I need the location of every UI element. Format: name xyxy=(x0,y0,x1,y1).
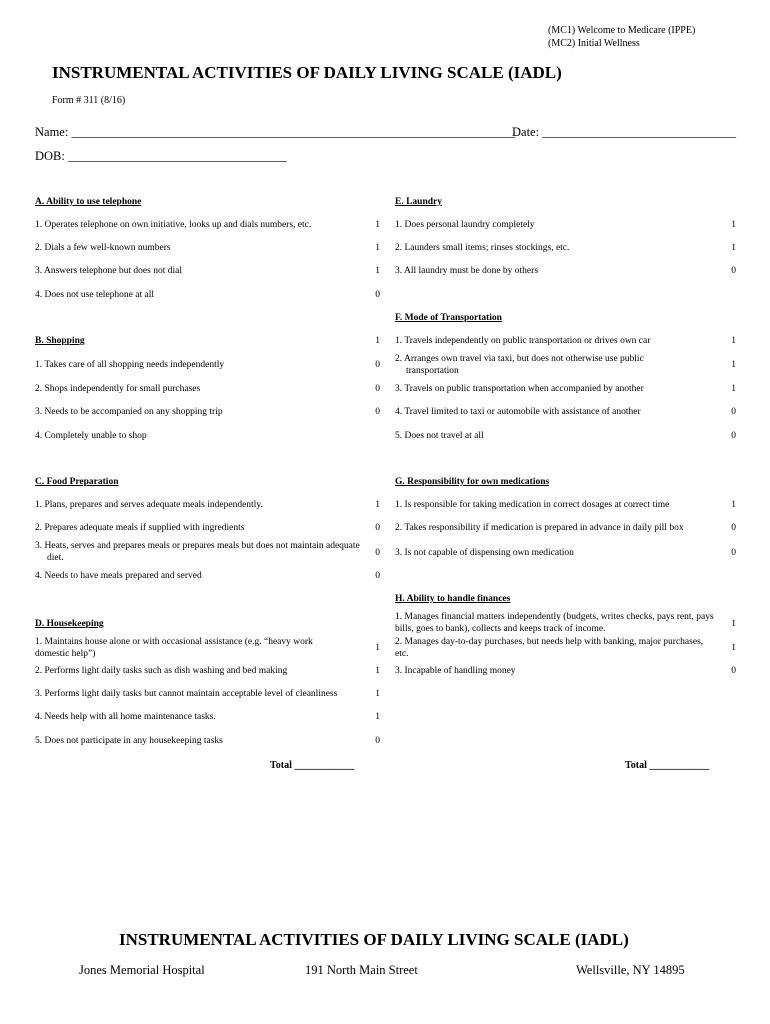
section-d-score-1: 1 xyxy=(375,643,380,653)
section-d-score-3: 1 xyxy=(375,689,380,699)
section-b-title: B. Shopping xyxy=(35,336,85,346)
total-left[interactable]: Total ____________ xyxy=(270,760,355,771)
section-e-item-1: 1. Does personal laundry completely xyxy=(395,220,535,230)
footer-street: 191 North Main Street xyxy=(305,963,418,977)
section-f-score-1: 1 xyxy=(731,336,736,346)
page-title: INSTRUMENTAL ACTIVITIES OF DAILY LIVING SCALE (IADL) xyxy=(52,63,562,82)
section-f-score-2: 1 xyxy=(731,360,736,370)
section-a-score-2: 1 xyxy=(375,243,380,253)
total-right[interactable]: Total ____________ xyxy=(625,760,710,771)
section-h-item-3: 3. Incapable of handling money xyxy=(395,666,516,676)
section-f-item-3: 3. Travels on public transportation when accompanied by another xyxy=(395,384,644,394)
name-field[interactable]: Name: _______________________________________________________________________ xyxy=(35,125,516,139)
footer-hospital: Jones Memorial Hospital xyxy=(79,963,205,977)
section-c-item-1: 1. Plans, prepares and serves adequate meals independently. xyxy=(35,500,263,510)
section-c-score-3: 0 xyxy=(375,548,380,558)
section-d-score-2: 1 xyxy=(375,666,380,676)
form-number: Form # 311 (8/16) xyxy=(52,95,126,106)
section-g-score-2: 0 xyxy=(731,523,736,533)
section-e-score-3: 0 xyxy=(731,266,736,276)
section-g-item-3: 3. Is not capable of dispensing own medication xyxy=(395,548,574,558)
section-d-item-5: 5. Does not participate in any housekeeping tasks xyxy=(35,736,223,746)
section-h-score-2: 1 xyxy=(731,643,736,653)
section-a-score-4: 0 xyxy=(375,290,380,300)
section-d-item-2: 2. Performs light daily tasks such as dish washing and bed making xyxy=(35,666,288,676)
section-a-item-2: 2. Dials a few well-known numbers xyxy=(35,243,171,253)
section-a-item-1: 1. Operates telephone on own initiative, looks up and dials numbers, etc. xyxy=(35,220,312,230)
section-c-title: C. Food Preparation xyxy=(35,477,119,487)
section-e-score-1: 1 xyxy=(731,220,736,230)
section-f-item-5: 5. Does not travel at all xyxy=(395,431,484,441)
dob-field[interactable]: DOB: ___________________________________ xyxy=(35,149,287,163)
section-h-title: H. Ability to handle finances xyxy=(395,594,511,604)
section-d-item-3: 3. Performs light daily tasks but cannot maintain acceptable level of cleanliness xyxy=(35,689,338,699)
section-h-item-2: 2. Manages day-to-day purchases, but needs help with banking, major purchases, etc. xyxy=(395,637,704,659)
section-d-title: D. Housekeeping xyxy=(35,619,104,629)
section-g-item-2: 2. Takes responsibility if medication is prepared in advance in daily pill box xyxy=(395,523,684,533)
section-f-title: F. Mode of Transportation xyxy=(395,313,502,323)
section-f-item-4: 4. Travel limited to taxi or automobile with assistance of another xyxy=(395,407,641,417)
section-e-item-2: 2. Launders small items; rinses stockings, etc. xyxy=(395,243,570,253)
section-b-item-3: 3. Needs to be accompanied on any shopping trip xyxy=(35,407,223,417)
section-a-title: A. Ability to use telephone xyxy=(35,197,142,207)
section-d-score-4: 1 xyxy=(375,712,380,722)
section-c-score-2: 0 xyxy=(375,523,380,533)
section-g-score-1: 1 xyxy=(731,500,736,510)
footer-title: INSTRUMENTAL ACTIVITIES OF DAILY LIVING SCALE (IADL) xyxy=(119,930,629,949)
section-c-item-2: 2. Prepares adequate meals if supplied with ingredients xyxy=(35,523,245,533)
section-e-score-2: 1 xyxy=(731,243,736,253)
section-b-score-1: 1 xyxy=(375,336,380,346)
section-c-item-3: 3. Heats, serves and prepares meals or prepares meals but does not maintain adequate diet. xyxy=(35,541,360,563)
section-g-item-1: 1. Is responsible for taking medication in correct dosages at correct time xyxy=(395,500,670,510)
date-field[interactable]: Date: _______________________________ xyxy=(512,125,736,139)
section-g-title: G. Responsibility for own medications xyxy=(395,477,550,487)
mc2-label: (MC2) Initial Wellness xyxy=(548,38,640,49)
footer-city: Wellsville, NY 14895 xyxy=(576,963,685,977)
section-c-score-1: 1 xyxy=(375,500,380,510)
section-f-item-2: 2. Arranges own travel via taxi, but does not otherwise use public transportation xyxy=(395,354,644,376)
section-c-item-4: 4. Needs to have meals prepared and served xyxy=(35,571,202,581)
section-b-score-2: 0 xyxy=(375,360,380,370)
section-e-title: E. Laundry xyxy=(395,197,442,207)
section-b-item-2: 2. Shops independently for small purchases xyxy=(35,384,201,394)
section-b-score-3: 0 xyxy=(375,384,380,394)
section-d-item-1: 1. Maintains house alone or with occasional assistance (e.g. “heavy work domestic help”) xyxy=(35,637,313,659)
section-h-score-1: 1 xyxy=(731,619,736,629)
section-c-score-4: 0 xyxy=(375,571,380,581)
section-h-item-1: 1. Manages financial matters independently (budgets, writes checks, pays rent, pays bills, goes to bank), collects and keeps track of income. xyxy=(395,612,714,634)
section-b-score-4: 0 xyxy=(375,407,380,417)
section-b-item-1: 1. Takes care of all shopping needs independently xyxy=(35,360,225,370)
section-b-item-4: 4. Completely unable to shop xyxy=(35,431,147,441)
section-f-score-3: 1 xyxy=(731,384,736,394)
section-f-score-4: 0 xyxy=(731,407,736,417)
section-d-score-5: 0 xyxy=(375,736,380,746)
section-g-score-3: 0 xyxy=(731,548,736,558)
section-f-score-5: 0 xyxy=(731,431,736,441)
section-a-item-3: 3. Answers telephone but does not dial xyxy=(35,266,182,276)
section-f-item-1: 1. Travels independently on public transportation or drives own car xyxy=(395,336,651,346)
section-a-item-4: 4. Does not use telephone at all xyxy=(35,290,154,300)
section-d-item-4: 4. Needs help with all home maintenance tasks. xyxy=(35,712,216,722)
section-e-item-3: 3. All laundry must be done by others xyxy=(395,266,539,276)
mc1-label: (MC1) Welcome to Medicare (IPPE) xyxy=(548,25,696,36)
section-a-score-1: 1 xyxy=(375,220,380,230)
section-h-score-3: 0 xyxy=(731,666,736,676)
section-a-score-3: 1 xyxy=(375,266,380,276)
